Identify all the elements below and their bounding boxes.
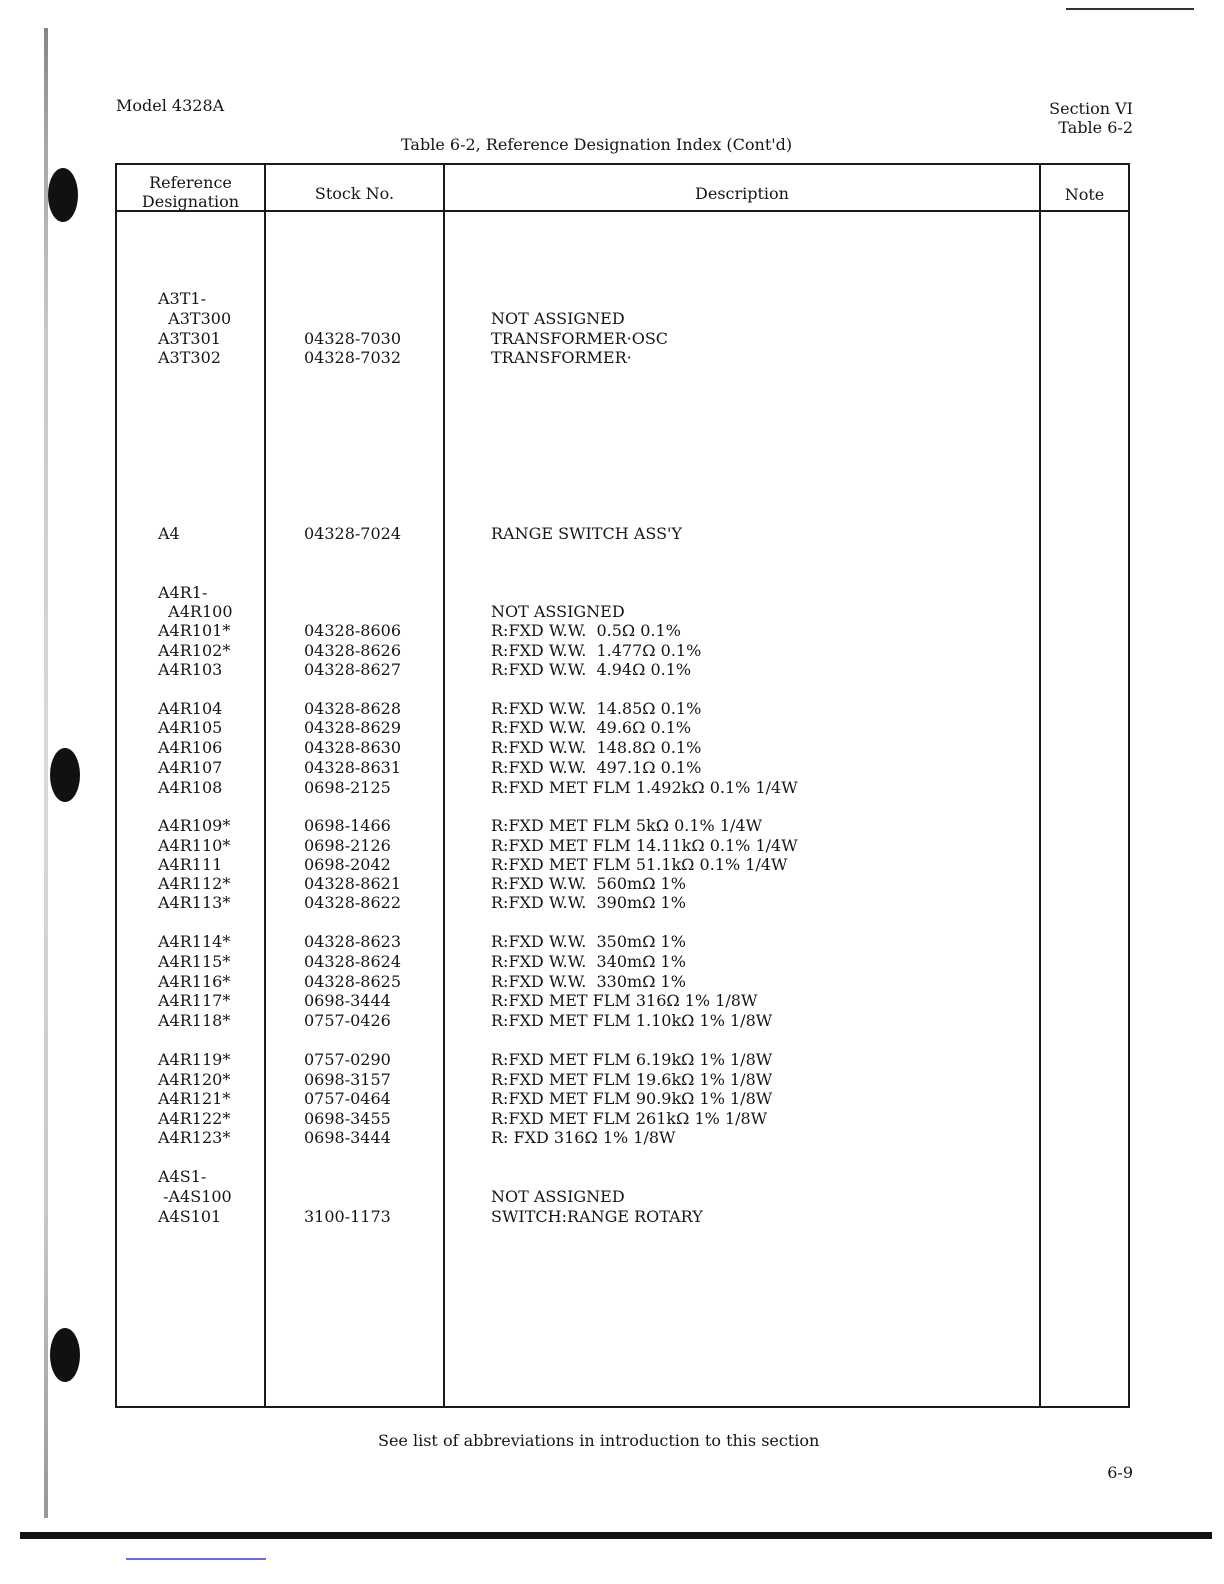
reference-designation-cell: A4R122* [158, 1109, 231, 1128]
reference-designation-cell: A4R120* [158, 1070, 231, 1089]
reference-designation-cell: A4R101* [158, 621, 231, 640]
table-row [0, 718, 1224, 738]
bottom-link-line [126, 1558, 266, 1560]
stock-number-cell: 04328-8624 [304, 952, 402, 971]
reference-designation-cell: A4R111 [158, 855, 223, 874]
table-row [0, 1109, 1224, 1129]
table-row [0, 778, 1224, 798]
table-row [0, 699, 1224, 719]
reference-designation-cell: A4R103 [158, 660, 223, 679]
table-row [0, 932, 1224, 952]
description-cell: R:FXD MET FLM 5kΩ 0.1% 1/4W [491, 816, 763, 835]
description-cell: NOT ASSIGNED [491, 1187, 625, 1206]
reference-designation-cell: A4R100 [158, 602, 233, 621]
page-number: 6-9 [1107, 1463, 1133, 1482]
section-label: Section VI [1049, 99, 1133, 118]
reference-designation-cell: A4R118* [158, 1011, 231, 1030]
table-row [0, 309, 1224, 329]
table-row [0, 991, 1224, 1011]
description-cell: R:FXD MET FLM 1.10kΩ 1% 1/8W [491, 1011, 773, 1030]
reference-designation-cell: A4R121* [158, 1089, 231, 1108]
reference-designation-cell: A4R116* [158, 972, 231, 991]
table-row [0, 972, 1224, 992]
stock-number-cell: 0698-2125 [304, 778, 391, 797]
stock-number-cell: 04328-7030 [304, 329, 402, 348]
stock-number-cell: 0757-0426 [304, 1011, 391, 1030]
description-cell: R:FXD W.W. 497.1Ω 0.1% [491, 758, 702, 777]
table-row [0, 816, 1224, 836]
table-row [0, 1207, 1224, 1227]
stock-number-cell: 04328-8626 [304, 641, 402, 660]
stock-number-cell: 04328-7032 [304, 348, 402, 367]
reference-designation-cell: A4R113* [158, 893, 231, 912]
table-row [0, 1089, 1224, 1109]
table-reference: Table 6-2 [1058, 118, 1133, 137]
reference-designation-cell: A4S1- [158, 1167, 207, 1186]
table-row [0, 1050, 1224, 1070]
reference-designation-cell: A4R117* [158, 991, 231, 1010]
column-header-description: Description [695, 184, 789, 203]
reference-designation-cell: A4R115* [158, 952, 231, 971]
description-cell: R:FXD W.W. 49.6Ω 0.1% [491, 718, 692, 737]
reference-designation-cell: -A4S100 [158, 1187, 232, 1206]
table-row [0, 329, 1224, 349]
stock-number-cell: 04328-8625 [304, 972, 402, 991]
reference-designation-cell: A4R105 [158, 718, 223, 737]
reference-designation-cell: A4R123* [158, 1128, 231, 1147]
stock-number-cell: 0698-3455 [304, 1109, 391, 1128]
description-cell: RANGE SWITCH ASS'Y [491, 524, 682, 543]
reference-designation-cell: A4R106 [158, 738, 223, 757]
table-row [0, 641, 1224, 661]
stock-number-cell: 04328-8628 [304, 699, 402, 718]
stock-number-cell: 0757-0464 [304, 1089, 391, 1108]
stock-number-cell: 04328-8631 [304, 758, 402, 777]
abbreviations-note: See list of abbreviations in introduction to this section [378, 1431, 820, 1450]
description-cell: R:FXD MET FLM 1.492kΩ 0.1% 1/4W [491, 778, 798, 797]
table-row [0, 758, 1224, 778]
reference-designation-cell: A3T301 [158, 329, 221, 348]
description-cell: R:FXD W.W. 330mΩ 1% [491, 972, 686, 991]
table-row [0, 1167, 1224, 1187]
table-row [0, 348, 1224, 368]
reference-designation-cell: A4 [158, 524, 180, 543]
description-cell: TRANSFORMER·OSC [491, 329, 669, 348]
reference-designation-cell: A4R108 [158, 778, 223, 797]
description-cell: R:FXD W.W. 350mΩ 1% [491, 932, 686, 951]
stock-number-cell: 04328-8629 [304, 718, 402, 737]
description-cell: R:FXD MET FLM 51.1kΩ 0.1% 1/4W [491, 855, 788, 874]
reference-designation-cell: A4R119* [158, 1050, 231, 1069]
table-row [0, 874, 1224, 894]
reference-designation-cell: A3T300 [158, 309, 232, 328]
stock-number-cell: 04328-8621 [304, 874, 402, 893]
description-cell: R:FXD W.W. 14.85Ω 0.1% [491, 699, 702, 718]
description-cell: R: FXD 316Ω 1% 1/8W [491, 1128, 676, 1147]
description-cell: R:FXD MET FLM 316Ω 1% 1/8W [491, 991, 758, 1010]
stock-number-cell: 0698-3157 [304, 1070, 391, 1089]
stock-number-cell: 0698-2042 [304, 855, 391, 874]
table-row [0, 524, 1224, 544]
table-row [0, 952, 1224, 972]
reference-designation-cell: A4R102* [158, 641, 231, 660]
description-cell: R:FXD W.W. 340mΩ 1% [491, 952, 686, 971]
table-row [0, 1070, 1224, 1090]
stock-number-cell: 3100-1173 [304, 1207, 391, 1226]
stock-number-cell: 04328-8627 [304, 660, 402, 679]
stock-number-cell: 0698-2126 [304, 836, 391, 855]
stock-number-cell: 04328-8623 [304, 932, 402, 951]
reference-designation-cell: A3T302 [158, 348, 221, 367]
table-row [0, 855, 1224, 875]
description-cell: SWITCH:RANGE ROTARY [491, 1207, 703, 1226]
reference-designation-cell: A4R109* [158, 816, 231, 835]
table-row [0, 738, 1224, 758]
reference-designation-cell: A4R114* [158, 932, 231, 951]
table-row [0, 602, 1224, 622]
column-header-reference-line2: Designation [141, 192, 240, 211]
reference-designation-cell: A4R107 [158, 758, 223, 777]
model-label: Model 4328A [116, 96, 225, 115]
description-cell: R:FXD W.W. 390mΩ 1% [491, 893, 686, 912]
column-header-reference-line1: Reference [149, 173, 232, 192]
table-row [0, 1011, 1224, 1031]
stock-number-cell: 04328-8606 [304, 621, 402, 640]
table-row [0, 621, 1224, 641]
reference-designation-cell: A4R112* [158, 874, 231, 893]
stock-number-cell: 0698-1466 [304, 816, 391, 835]
description-cell: R:FXD MET FLM 19.6kΩ 1% 1/8W [491, 1070, 773, 1089]
table-row [0, 660, 1224, 680]
stock-number-cell: 04328-7024 [304, 524, 402, 543]
reference-designation-cell: A4R104 [158, 699, 223, 718]
description-cell: R:FXD W.W. 560mΩ 1% [491, 874, 686, 893]
table-row [0, 583, 1224, 603]
stock-number-cell: 0698-3444 [304, 991, 391, 1010]
stock-number-cell: 0698-3444 [304, 1128, 391, 1147]
column-header-note: Note [1064, 185, 1105, 204]
description-cell: R:FXD W.W. 4.94Ω 0.1% [491, 660, 692, 679]
reference-designation-cell: A4R1- [158, 583, 208, 602]
description-cell: R:FXD MET FLM 90.9kΩ 1% 1/8W [491, 1089, 773, 1108]
column-header-stock: Stock No. [314, 184, 395, 203]
description-cell: R:FXD MET FLM 6.19kΩ 1% 1/8W [491, 1050, 773, 1069]
table-row [0, 893, 1224, 913]
table-row [0, 836, 1224, 856]
description-cell: NOT ASSIGNED [491, 309, 625, 328]
description-cell: R:FXD W.W. 148.8Ω 0.1% [491, 738, 702, 757]
reference-designation-cell: A4R110* [158, 836, 231, 855]
reference-designation-cell: A3T1- [158, 289, 206, 308]
bottom-rule [20, 1532, 1212, 1539]
description-cell: TRANSFORMER· [491, 348, 632, 367]
description-cell: R:FXD W.W. 0.5Ω 0.1% [491, 621, 681, 640]
reference-designation-cell: A4S101 [158, 1207, 222, 1226]
table-row [0, 1128, 1224, 1148]
description-cell: R:FXD MET FLM 261kΩ 1% 1/8W [491, 1109, 768, 1128]
stock-number-cell: 0757-0290 [304, 1050, 391, 1069]
table-row [0, 289, 1224, 309]
stock-number-cell: 04328-8622 [304, 893, 402, 912]
stock-number-cell: 04328-8630 [304, 738, 402, 757]
description-cell: R:FXD W.W. 1.477Ω 0.1% [491, 641, 702, 660]
description-cell: NOT ASSIGNED [491, 602, 625, 621]
table-title: Table 6-2, Reference Designation Index (Cont'd) [401, 135, 793, 154]
description-cell: R:FXD MET FLM 14.11kΩ 0.1% 1/4W [491, 836, 798, 855]
table-row [0, 1187, 1224, 1207]
